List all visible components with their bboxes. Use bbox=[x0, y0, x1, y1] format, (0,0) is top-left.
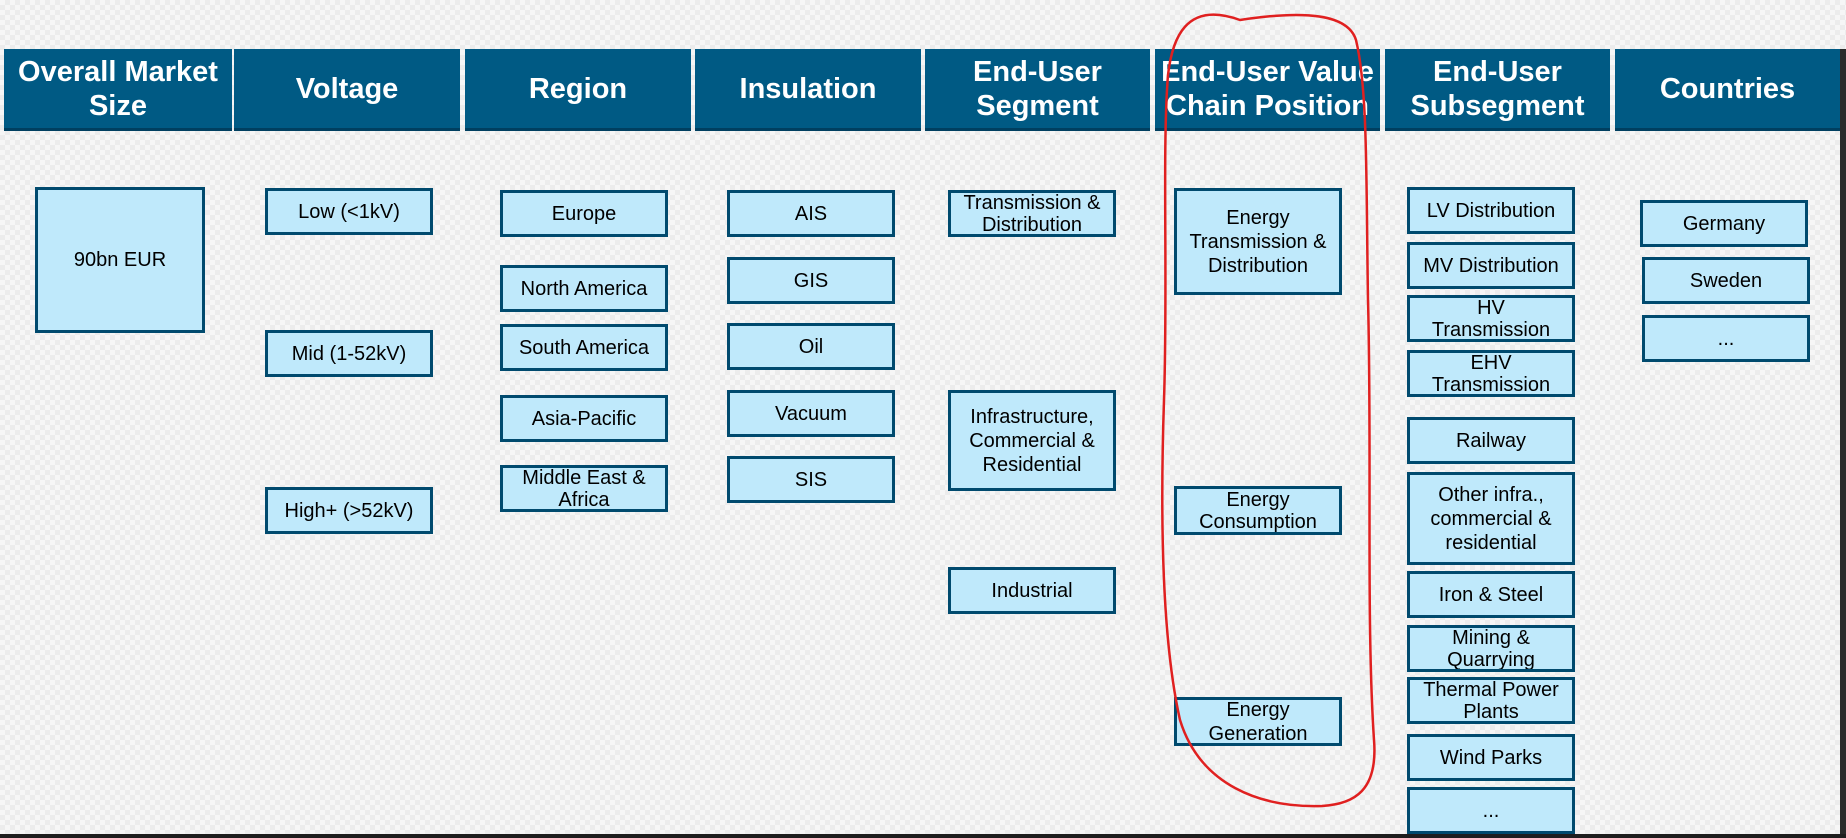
column-header-end-user-subsegment: End-User Subsegment bbox=[1385, 49, 1610, 131]
countries-box-1: Germany bbox=[1640, 200, 1808, 247]
end-user-subsegment-box-1: LV Distribution bbox=[1407, 187, 1575, 234]
column-header-region: Region bbox=[465, 49, 691, 131]
insulation-box-5: SIS bbox=[727, 456, 895, 503]
end-user-segment-box-2: Infrastructure, Commercial & Residential bbox=[948, 390, 1116, 491]
end-user-subsegment-box-7: Iron & Steel bbox=[1407, 571, 1575, 618]
column-header-overall-market-size: Overall Market Size bbox=[4, 49, 232, 131]
end-user-subsegment-box-11: ... bbox=[1407, 787, 1575, 834]
end-user-subsegment-box-4: EHV Transmission bbox=[1407, 350, 1575, 397]
voltage-box-3: High+ (>52kV) bbox=[265, 487, 433, 534]
value-chain-position-box-2: Energy Consumption bbox=[1174, 486, 1342, 535]
insulation-box-3: Oil bbox=[727, 323, 895, 370]
column-header-value-chain-position: End-User Value Chain Position bbox=[1155, 49, 1380, 131]
end-user-subsegment-box-10: Wind Parks bbox=[1407, 734, 1575, 781]
value-chain-position-box-1: Energy Transmission & Distribution bbox=[1174, 188, 1342, 295]
countries-box-3: ... bbox=[1642, 315, 1810, 362]
end-user-subsegment-box-3: HV Transmission bbox=[1407, 295, 1575, 342]
end-user-segment-box-1: Transmission & Distribution bbox=[948, 190, 1116, 237]
insulation-box-1: AIS bbox=[727, 190, 895, 237]
column-header-end-user-segment: End-User Segment bbox=[925, 49, 1150, 131]
end-user-subsegment-box-2: MV Distribution bbox=[1407, 242, 1575, 289]
region-box-2: North America bbox=[500, 265, 668, 312]
region-box-1: Europe bbox=[500, 190, 668, 237]
column-header-voltage: Voltage bbox=[234, 49, 460, 131]
end-user-subsegment-box-8: Mining & Quarrying bbox=[1407, 625, 1575, 672]
voltage-box-1: Low (<1kV) bbox=[265, 188, 433, 235]
overall-market-size-box-1: 90bn EUR bbox=[35, 187, 205, 333]
end-user-subsegment-box-5: Railway bbox=[1407, 417, 1575, 464]
column-header-insulation: Insulation bbox=[695, 49, 921, 131]
window-bottom-edge bbox=[0, 834, 1846, 838]
insulation-box-2: GIS bbox=[727, 257, 895, 304]
end-user-subsegment-box-6: Other infra., commercial & residential bbox=[1407, 472, 1575, 565]
region-box-5: Middle East & Africa bbox=[500, 465, 668, 512]
value-chain-position-box-3: Energy Generation bbox=[1174, 697, 1342, 746]
region-box-3: South America bbox=[500, 324, 668, 371]
region-box-4: Asia-Pacific bbox=[500, 395, 668, 442]
voltage-box-2: Mid (1-52kV) bbox=[265, 330, 433, 377]
end-user-subsegment-box-9: Thermal Power Plants bbox=[1407, 677, 1575, 724]
end-user-segment-box-3: Industrial bbox=[948, 567, 1116, 614]
countries-box-2: Sweden bbox=[1642, 257, 1810, 304]
insulation-box-4: Vacuum bbox=[727, 390, 895, 437]
column-header-countries: Countries bbox=[1615, 49, 1840, 131]
window-right-edge bbox=[1840, 49, 1846, 838]
